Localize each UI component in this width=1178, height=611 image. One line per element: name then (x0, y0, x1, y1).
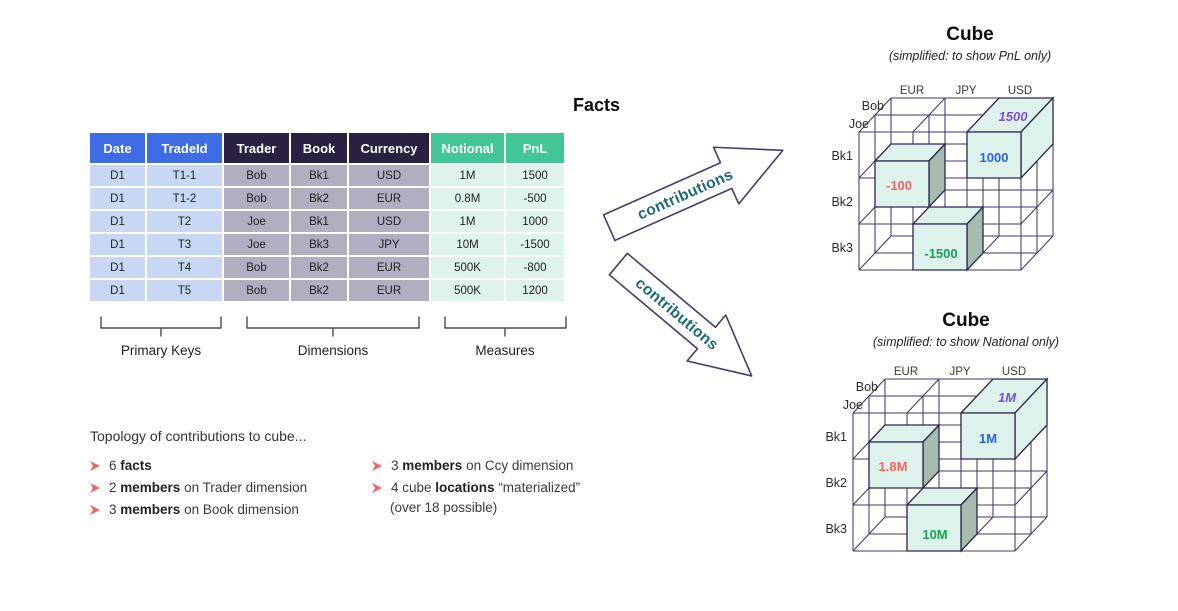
measures-label: Measures (475, 343, 535, 358)
book-label-bk1: Bk1 (825, 430, 847, 444)
cell-notional: 1M (431, 165, 504, 186)
ccy-label-eur: EUR (899, 85, 925, 97)
col-header-notional: Notional (431, 133, 504, 163)
bullet-text: 2 members on Trader dimension (109, 480, 308, 495)
book-label-bk3: Bk3 (831, 241, 853, 255)
cell-pnl: -500 (506, 188, 564, 209)
col-header-tradeid: TradeId (147, 133, 222, 163)
cell-currency: USD (349, 165, 429, 186)
cell-tradeid: T5 (147, 280, 222, 301)
list-item (372, 458, 580, 473)
value-bob-usd-bk1: 1500 (998, 109, 1028, 124)
cell-pnl: 1200 (506, 280, 564, 301)
cell-book: Bk2 (291, 257, 347, 278)
cell-book: Bk2 (291, 188, 347, 209)
cell-trader: Bob (224, 257, 289, 278)
primary-keys-brace (101, 317, 221, 336)
dimensions-label: Dimensions (297, 343, 369, 358)
value-joe-jpy-bk3: -1500 (924, 246, 958, 261)
bullet-arrow-icon (90, 460, 101, 472)
topology-heading: Topology of contributions to cube... (90, 428, 307, 444)
cell-book: Bk1 (291, 211, 347, 232)
trader-label-bob: Bob (855, 380, 878, 394)
value-bob-usd-bk1: 1M (997, 390, 1017, 405)
cell-date: D1 (90, 280, 145, 301)
value-joe-jpy-bk3: 10M (922, 527, 948, 542)
col-header-currency: Currency (349, 133, 429, 163)
book-label-bk2: Bk2 (831, 195, 853, 209)
cell-tradeid: T1-1 (147, 165, 222, 186)
table-row (90, 280, 564, 301)
primary-keys-label: Primary Keys (120, 343, 202, 358)
cell-currency: EUR (349, 188, 429, 209)
value-bob-eur-bk2: -100 (885, 178, 913, 193)
cell-tradeid: T4 (147, 257, 222, 278)
contributions-arrow-bottom (599, 241, 771, 399)
column-group-braces (88, 308, 588, 363)
measures-brace (445, 317, 566, 336)
list-item (90, 502, 307, 517)
facts-table (88, 131, 566, 303)
book-label-bk3: Bk3 (825, 522, 847, 536)
bullet-text: 4 cube locations “materialized” (391, 480, 581, 495)
cell-notional: 500K (431, 280, 504, 301)
bullet-text: 3 members on Ccy dimension (391, 458, 574, 473)
cell-notional: 1M (431, 211, 504, 232)
cell-pnl: 1000 (506, 211, 564, 232)
cell-notional: 10M (431, 234, 504, 255)
cell-tradeid: T2 (147, 211, 222, 232)
value-joe-usd-bk1: 1000 (979, 150, 1009, 165)
cell-book: Bk3 (291, 234, 347, 255)
bullet-arrow-icon (372, 460, 383, 472)
ccy-label-eur: EUR (893, 366, 919, 378)
cell-currency: USD (349, 211, 429, 232)
cell-date: D1 (90, 234, 145, 255)
book-label-bk2: Bk2 (825, 476, 847, 490)
cell-trader: Bob (224, 280, 289, 301)
col-header-pnl: PnL (506, 133, 564, 163)
bullet-text: 3 members on Book dimension (109, 502, 299, 517)
notional-cube-subtitle: (simplified: to show National only) (872, 335, 1060, 349)
bullet-continuation: (over 18 possible) (390, 500, 498, 515)
col-header-book: Book (291, 133, 347, 163)
pnl-cube-title: Cube (946, 24, 994, 45)
cell-date: D1 (90, 188, 145, 209)
cell-pnl: 1500 (506, 165, 564, 186)
pnl-cube (817, 82, 1067, 282)
facts-table-title: Facts (573, 95, 621, 115)
topology-bullets-right (372, 458, 580, 515)
contributions-label-top: contributions (634, 166, 736, 224)
trader-label-joe: Joe (848, 117, 869, 131)
list-item (372, 480, 580, 495)
cell-book: Bk2 (291, 280, 347, 301)
cell-currency: EUR (349, 257, 429, 278)
cell-currency: EUR (349, 280, 429, 301)
table-row (90, 188, 564, 209)
cell-book: Bk1 (291, 165, 347, 186)
cell-date: D1 (90, 211, 145, 232)
list-item (90, 480, 307, 495)
cell-pnl: -1500 (506, 234, 564, 255)
cell-date: D1 (90, 257, 145, 278)
cell-trader: Joe (224, 234, 289, 255)
ccy-label-jpy: JPY (955, 85, 977, 97)
cell-date: D1 (90, 165, 145, 186)
cell-tradeid: T1-2 (147, 188, 222, 209)
trader-label-bob: Bob (861, 99, 884, 113)
value-joe-usd-bk1: 1M (978, 431, 998, 446)
bullet-arrow-icon (372, 482, 383, 494)
cell-pnl: -800 (506, 257, 564, 278)
contributions-label-bottom: contributions (631, 274, 722, 354)
bullet-text: 6 facts (109, 458, 152, 473)
cell-currency: JPY (349, 234, 429, 255)
cell-tradeid: T3 (147, 234, 222, 255)
list-item (90, 458, 307, 473)
topology-bullets-left (90, 458, 307, 517)
cell-trader: Bob (224, 188, 289, 209)
pnl-cube-subtitle: (simplified: to show PnL only) (888, 49, 1052, 63)
bullet-arrow-icon (90, 482, 101, 494)
cell-notional: 500K (431, 257, 504, 278)
contribution-arrows (585, 118, 815, 408)
table-row (90, 165, 564, 186)
cell-trader: Joe (224, 211, 289, 232)
trader-label-joe: Joe (842, 398, 863, 412)
cell-trader: Bob (224, 165, 289, 186)
ccy-label-jpy: JPY (949, 366, 971, 378)
col-header-trader: Trader (224, 133, 289, 163)
col-header-date: Date (90, 133, 145, 163)
table-row (90, 211, 564, 232)
value-bob-eur-bk2: 1.8M (878, 459, 908, 474)
table-row (90, 257, 564, 278)
table-row (90, 234, 564, 255)
ccy-label-usd: USD (1001, 366, 1027, 378)
bullet-arrow-icon (90, 504, 101, 516)
facts-header-row (90, 133, 564, 163)
contributions-arrow-top (597, 122, 796, 256)
cell-notional: 0.8M (431, 188, 504, 209)
notional-cube (811, 363, 1061, 563)
ccy-label-usd: USD (1007, 85, 1033, 97)
notional-cube-title: Cube (942, 310, 990, 331)
book-label-bk1: Bk1 (831, 149, 853, 163)
dimensions-brace (247, 317, 419, 336)
